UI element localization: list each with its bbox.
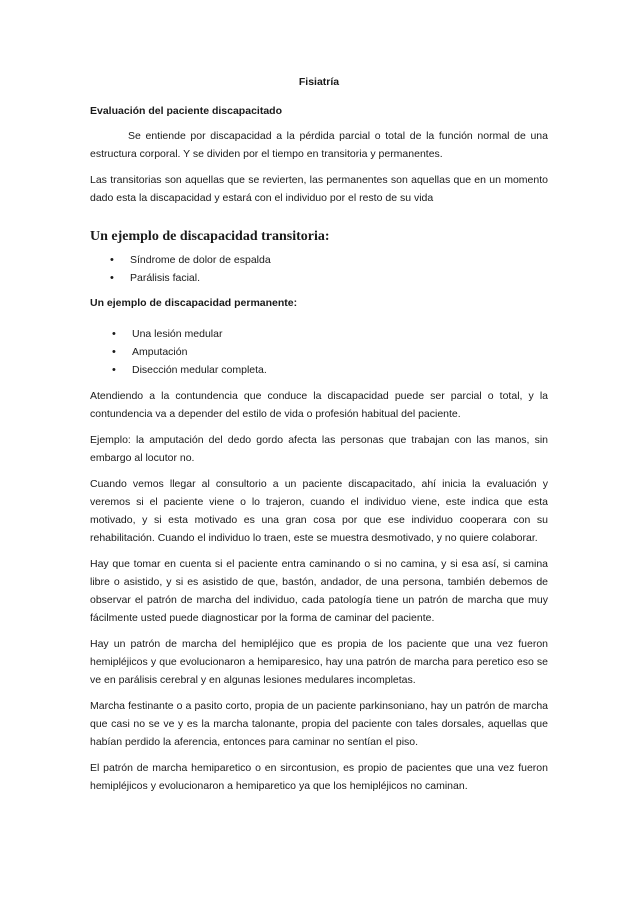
page-subtitle: Evaluación del paciente discapacitado [90, 105, 282, 117]
paragraph-definition: Se entiende por discapacidad a la pérdida parcial o total de la función normal de una estructura corporal. Y se dividen por el tiempo en transitoria y permanentes. [90, 130, 548, 160]
list-item: • Disección medular completa. [90, 361, 548, 379]
paragraph-types: Las transitorias son aquellas que se revierten, las permanentes son aquellas que en un momento dado esta la discapacidad y estará con el individuo por el resto de su vida [90, 174, 548, 204]
paragraph-hemiplegic: Hay un patrón de marcha del hemipléjico que es propia de los paciente que una vez fueron hemipléjicos y que evolucionaron a hemiparesico, hay una patrón de marcha para peretico eso se ve en parálisis cerebral y en algunas lesiones medulares incompletas. [90, 638, 548, 686]
page-title: Fisiatría [298, 76, 340, 88]
paragraph-hemiparetico: El patrón de marcha hemiparetico o en sircontusion, es propio de pacientes que una vez fueron hemipléjicos y evolucionaron a hemiparetico ya que los hemipléjicos no caminan. [90, 762, 548, 792]
list-item: • Parálisis facial. [90, 269, 548, 287]
paragraph-walking: Hay que tomar en cuenta si el paciente entra caminando o si no camina, y si esa así, si camina libre o asistido, y si es asistido de que, bastón, andador, de una persona, también debemos de observar el patrón de marcha del individuo, cada patología tiene un patrón de marcha que muy fácilmente usted puede diagnosticar por la forma de caminar del paciente. [90, 558, 548, 624]
heading-transitory-example: Un ejemplo de discapacidad transitoria: [90, 229, 330, 244]
heading-permanent-example: Un ejemplo de discapacidad permanente: [90, 297, 298, 309]
list-permanent [90, 325, 548, 379]
list-item: • Amputación [90, 343, 548, 361]
paragraph-contundencia: Atendiendo a la contundencia que conduce la discapacidad puede ser parcial o total, y la contundencia va a depender del estilo de vida o profesión habitual del paciente. [90, 390, 548, 420]
list-item: • Una lesión medular [90, 325, 548, 343]
list-item: • Síndrome de dolor de espalda [90, 251, 548, 269]
paragraph-festinante: Marcha festinante o a pasito corto, propia de un paciente parkinsoniano, hay un patrón de marcha que casi no se ve y es la marcha talonante, propia del paciente con tales dorsales, aquellas que habían perdido la aferencia, entonces para caminar no sentían el piso. [90, 700, 548, 748]
list-transitory [90, 251, 548, 287]
paragraph-consultorio: Cuando vemos llegar al consultorio a un paciente discapacitado, ahí inicia la evaluación y veremos si el paciente viene o lo trajeron, cuando el individuo viene, este indica que esta motivado, y si esta motivado es una gran cosa por que ese individuo cooperara con su rehabilitación. Cuando el individuo lo traen, este se muestra desmotivado, y no quiere colaborar. [90, 478, 548, 544]
paragraph-example: Ejemplo: la amputación del dedo gordo afecta las personas que trabajan con las manos, sin embargo al locutor no. [90, 434, 548, 464]
